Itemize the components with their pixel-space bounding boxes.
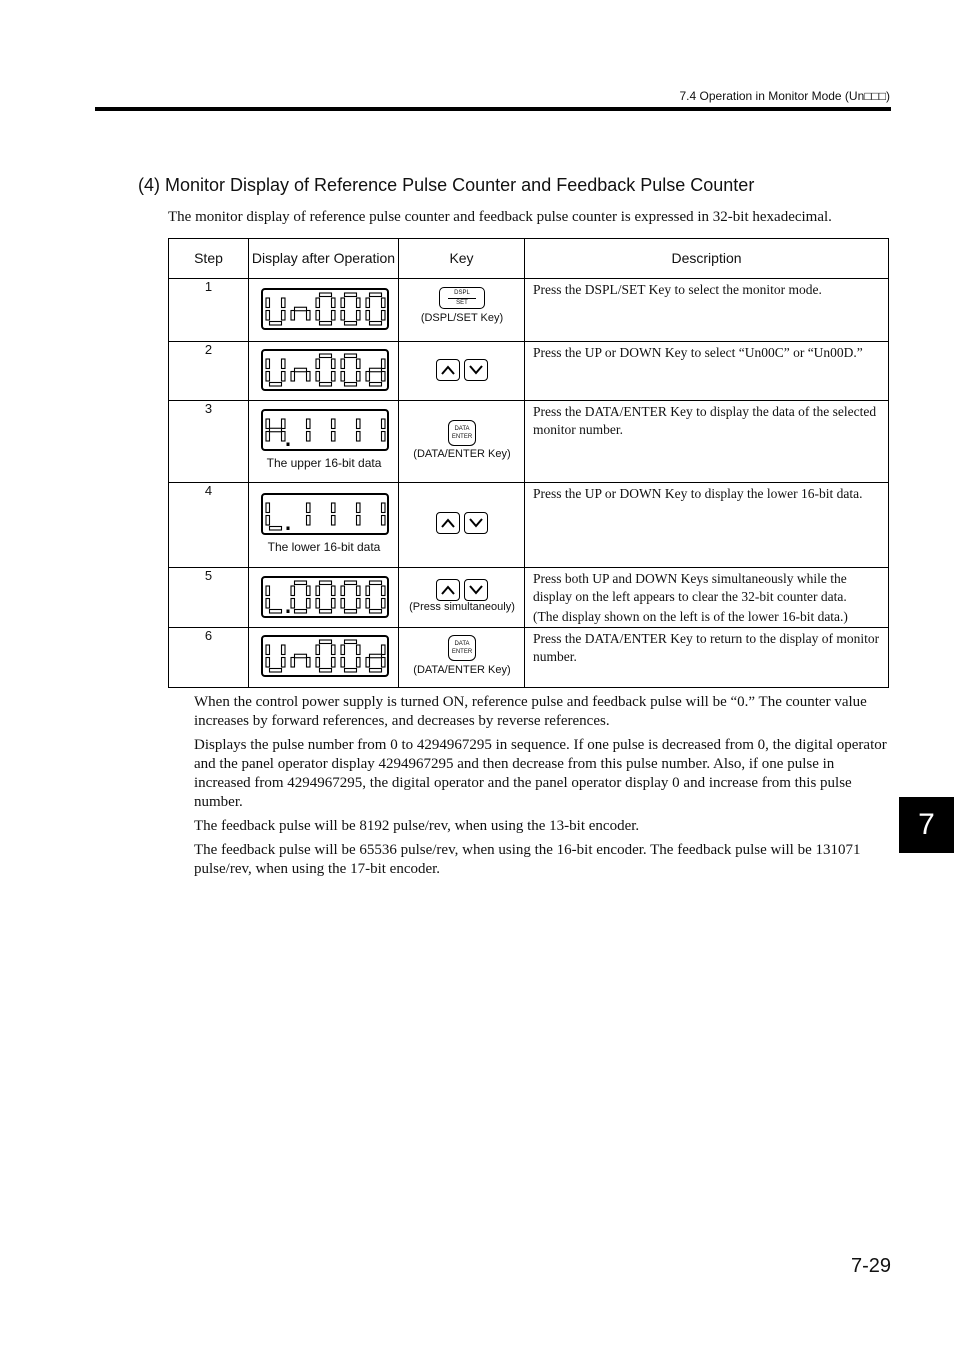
led-segment — [370, 669, 382, 673]
led-segment — [370, 581, 382, 585]
note-paragraph: When the control power supply is turned ON, reference pulse and feedback pulse will be “0.” The counter value increases by forward references, and decreases by reverse references. — [194, 694, 867, 729]
led-segment — [291, 372, 295, 382]
led-segment — [282, 359, 286, 369]
led-segment — [307, 432, 311, 442]
display-cell — [249, 342, 399, 401]
header-display: Display after Operation — [249, 239, 399, 279]
led-segment — [345, 383, 357, 387]
down-key[interactable] — [464, 359, 488, 381]
led-segment — [316, 298, 320, 308]
display-cell — [249, 279, 399, 342]
led-segment — [266, 311, 270, 321]
led-segment — [320, 669, 332, 673]
chevron-down-icon — [469, 585, 483, 595]
led-segment — [341, 311, 345, 321]
led-display — [261, 409, 389, 451]
up-key[interactable] — [436, 359, 460, 381]
led-segment — [370, 610, 382, 614]
note-paragraph: The feedback pulse will be 65536 pulse/rev, when using the 16-bit encoder. The feedback pulse will be 131071 pulse/rev, when using the 17-bit encoder. — [194, 842, 861, 877]
led-segment — [266, 503, 270, 513]
step-number: 6 — [169, 628, 249, 688]
dspl-set-key[interactable]: DSPL SET — [439, 287, 485, 309]
table-row — [169, 279, 889, 342]
led-segment — [332, 359, 336, 369]
description-text: Press both UP and DOWN Keys simultaneously while the display on the left appears to clear the 32-bit counter data. — [533, 571, 847, 604]
header-description: Description — [525, 239, 889, 279]
led-segment — [345, 610, 357, 614]
led-segment — [341, 359, 345, 369]
led-segment — [332, 298, 336, 308]
led-segment — [366, 658, 370, 668]
led-segment — [341, 298, 345, 308]
led-segment — [341, 658, 345, 668]
step-number: 3 — [169, 401, 249, 483]
chevron-up-icon — [441, 365, 455, 375]
header-key: Key — [399, 239, 525, 279]
led-segment — [357, 372, 361, 382]
led-segment — [316, 658, 320, 668]
led-segment — [332, 645, 336, 655]
led-display — [261, 349, 389, 391]
led-segment — [291, 599, 295, 609]
led-segment — [382, 432, 386, 442]
key-group — [399, 579, 525, 601]
led-segment — [291, 658, 295, 668]
up-key[interactable] — [436, 512, 460, 534]
led-segment — [266, 359, 270, 369]
led-segment — [382, 503, 386, 513]
led-segment — [345, 293, 357, 297]
led-segment — [320, 640, 332, 644]
led-segment — [332, 419, 336, 429]
led-segment — [266, 658, 270, 668]
led-segment — [282, 658, 286, 668]
led-segment — [266, 645, 270, 655]
step-number: 2 — [169, 342, 249, 401]
led-segment — [307, 586, 311, 596]
led-segment — [366, 372, 370, 382]
led-segment — [320, 581, 332, 585]
display-cell — [249, 628, 399, 688]
led-segment — [282, 298, 286, 308]
led-segment — [316, 359, 320, 369]
led-segment — [366, 599, 370, 609]
led-segment — [382, 658, 386, 668]
led-segment — [357, 503, 361, 513]
led-segment — [370, 383, 382, 387]
led-segment — [341, 586, 345, 596]
data-enter-key[interactable]: DATA ENTER — [448, 420, 476, 446]
led-segment — [332, 372, 336, 382]
up-key[interactable] — [436, 579, 460, 601]
key-caption: (Press simultaneouly) — [409, 601, 515, 613]
led-segment — [357, 516, 361, 526]
step-number: 1 — [169, 279, 249, 342]
led-segment — [382, 645, 386, 655]
key-cell — [399, 628, 525, 688]
chevron-up-icon — [441, 585, 455, 595]
led-segment — [291, 311, 295, 321]
led-segment — [320, 610, 332, 614]
led-segment — [332, 599, 336, 609]
table-row — [169, 342, 889, 401]
display-caption: The lower 16-bit data — [267, 540, 381, 554]
led-segment — [357, 658, 361, 668]
led-segment — [382, 311, 386, 321]
description: Press the DATA/ENTER Key to display the data of the selected monitor number. — [525, 401, 889, 483]
led-segment — [357, 432, 361, 442]
key-group — [399, 359, 525, 381]
key-group — [399, 287, 525, 309]
key-cell — [399, 483, 525, 568]
step-number: 5 — [169, 568, 249, 628]
table-row — [169, 401, 889, 483]
led-segment — [282, 645, 286, 655]
led-segment — [370, 654, 382, 658]
led-segment — [307, 419, 311, 429]
led-segment — [332, 586, 336, 596]
led-segment — [295, 654, 307, 658]
chevron-up-icon — [441, 518, 455, 528]
led-segment — [370, 368, 382, 372]
led-decimal-point — [287, 610, 290, 614]
led-segment — [345, 322, 357, 326]
led-segment — [266, 298, 270, 308]
led-segment — [370, 293, 382, 297]
key-group — [399, 512, 525, 534]
led-segment — [357, 298, 361, 308]
led-segment — [341, 599, 345, 609]
led-segment — [332, 503, 336, 513]
table-row — [169, 628, 889, 688]
header-step: Step — [169, 239, 249, 279]
down-key[interactable] — [464, 512, 488, 534]
note-paragraph: Displays the pulse number from 0 to 4294967295 in sequence. If one pulse is decreased from 0, the digital operator and the panel operator display 4294967295 and then decrease from this pulse number. Also, if one pulse in increased from 4294967295, the digital operator and the panel operator display 0 and increase from this pulse number. — [194, 737, 887, 810]
led-segment — [282, 372, 286, 382]
led-segment — [382, 298, 386, 308]
led-segment — [366, 298, 370, 308]
led-segment — [316, 372, 320, 382]
led-segment — [316, 586, 320, 596]
led-segment — [282, 419, 286, 429]
steps-table — [168, 238, 889, 688]
led-segment — [282, 311, 286, 321]
led-segment — [357, 359, 361, 369]
down-key[interactable] — [464, 579, 488, 601]
key-caption: (DATA/ENTER Key) — [413, 664, 511, 676]
led-segment — [266, 372, 270, 382]
led-segment — [316, 645, 320, 655]
led-segment — [382, 599, 386, 609]
led-segment — [307, 311, 311, 321]
led-segment — [270, 527, 282, 531]
led-display — [261, 288, 389, 330]
description-note: (The display shown on the left is of the lower 16-bit data.) — [533, 609, 848, 624]
key-cell — [399, 342, 525, 401]
led-segment — [345, 669, 357, 673]
led-segment — [332, 432, 336, 442]
led-segment — [357, 599, 361, 609]
led-segment — [320, 383, 332, 387]
led-segment — [332, 658, 336, 668]
table-header-row — [169, 239, 889, 279]
led-segment — [382, 372, 386, 382]
key-cell — [399, 401, 525, 483]
led-display — [261, 493, 389, 535]
led-segment — [345, 581, 357, 585]
led-segment — [382, 359, 386, 369]
led-segment — [357, 645, 361, 655]
led-segment — [295, 610, 307, 614]
description: Press the UP or DOWN Key to display the lower 16-bit data. — [525, 483, 889, 568]
led-segment — [320, 293, 332, 297]
led-segment — [266, 599, 270, 609]
led-display — [261, 576, 389, 618]
led-segment — [366, 586, 370, 596]
led-segment — [345, 640, 357, 644]
led-segment — [382, 419, 386, 429]
led-segment — [307, 516, 311, 526]
led-segment — [282, 432, 286, 442]
key-group — [399, 635, 525, 661]
display-cell — [249, 401, 399, 483]
led-segment — [316, 311, 320, 321]
key-caption: (DSPL/SET Key) — [420, 312, 504, 324]
led-segment — [357, 419, 361, 429]
display-cell — [249, 568, 399, 628]
led-segment — [357, 311, 361, 321]
led-segment — [266, 432, 270, 442]
table-row — [169, 483, 889, 568]
led-segment — [341, 372, 345, 382]
led-segment — [357, 586, 361, 596]
led-segment — [307, 503, 311, 513]
note-paragraph: The feedback pulse will be 8192 pulse/rev, when using the 13-bit encoder. — [194, 818, 640, 834]
led-segment — [332, 516, 336, 526]
chevron-down-icon — [469, 365, 483, 375]
description: Press the DATA/ENTER Key to return to the display of monitor number. — [525, 628, 889, 688]
led-segment — [345, 354, 357, 358]
led-segment — [320, 322, 332, 326]
led-segment — [270, 669, 282, 673]
led-segment — [316, 599, 320, 609]
data-enter-key[interactable]: DATA ENTER — [448, 635, 476, 661]
description: Press the DSPL/SET Key to select the monitor mode. — [525, 279, 889, 342]
led-display — [261, 635, 389, 677]
led-segment — [291, 586, 295, 596]
led-segment — [266, 586, 270, 596]
led-segment — [320, 354, 332, 358]
notes — [194, 693, 890, 884]
header-rule — [95, 107, 891, 111]
page-number: 7-29 — [850, 1255, 891, 1277]
led-segment — [266, 516, 270, 526]
table-row — [169, 568, 889, 628]
led-segment — [370, 322, 382, 326]
key-group — [399, 420, 525, 446]
led-segment — [307, 599, 311, 609]
key-cell — [399, 279, 525, 342]
led-segment — [382, 516, 386, 526]
intro-text: The monitor display of reference pulse counter and feedback pulse counter is expressed in 32-bit hexadecimal. — [168, 209, 832, 225]
led-segment — [366, 311, 370, 321]
led-segment — [266, 419, 270, 429]
chapter-tab: 7 — [899, 797, 954, 853]
led-segment — [270, 610, 282, 614]
description — [525, 568, 889, 628]
led-segment — [341, 645, 345, 655]
led-segment — [295, 368, 307, 372]
chevron-down-icon — [469, 518, 483, 528]
key-caption: (DATA/ENTER Key) — [413, 448, 511, 460]
key-cell — [399, 568, 525, 628]
led-segment — [332, 311, 336, 321]
led-segment — [295, 307, 307, 311]
display-cell — [249, 483, 399, 568]
led-segment — [307, 658, 311, 668]
display-caption: The upper 16-bit data — [266, 456, 382, 470]
step-number: 4 — [169, 483, 249, 568]
led-segment — [307, 372, 311, 382]
section-title: (4) Monitor Display of Reference Pulse Counter and Feedback Pulse Counter — [138, 175, 755, 195]
led-decimal-point — [287, 527, 290, 531]
led-segment — [295, 581, 307, 585]
led-decimal-point — [287, 443, 290, 447]
running-header: 7.4 Operation in Monitor Mode (Un□□□) — [679, 89, 890, 103]
led-segment — [270, 383, 282, 387]
led-segment — [270, 322, 282, 326]
description: Press the UP or DOWN Key to select “Un00C” or “Un00D.” — [525, 342, 889, 401]
led-segment — [382, 586, 386, 596]
led-segment — [270, 428, 282, 432]
